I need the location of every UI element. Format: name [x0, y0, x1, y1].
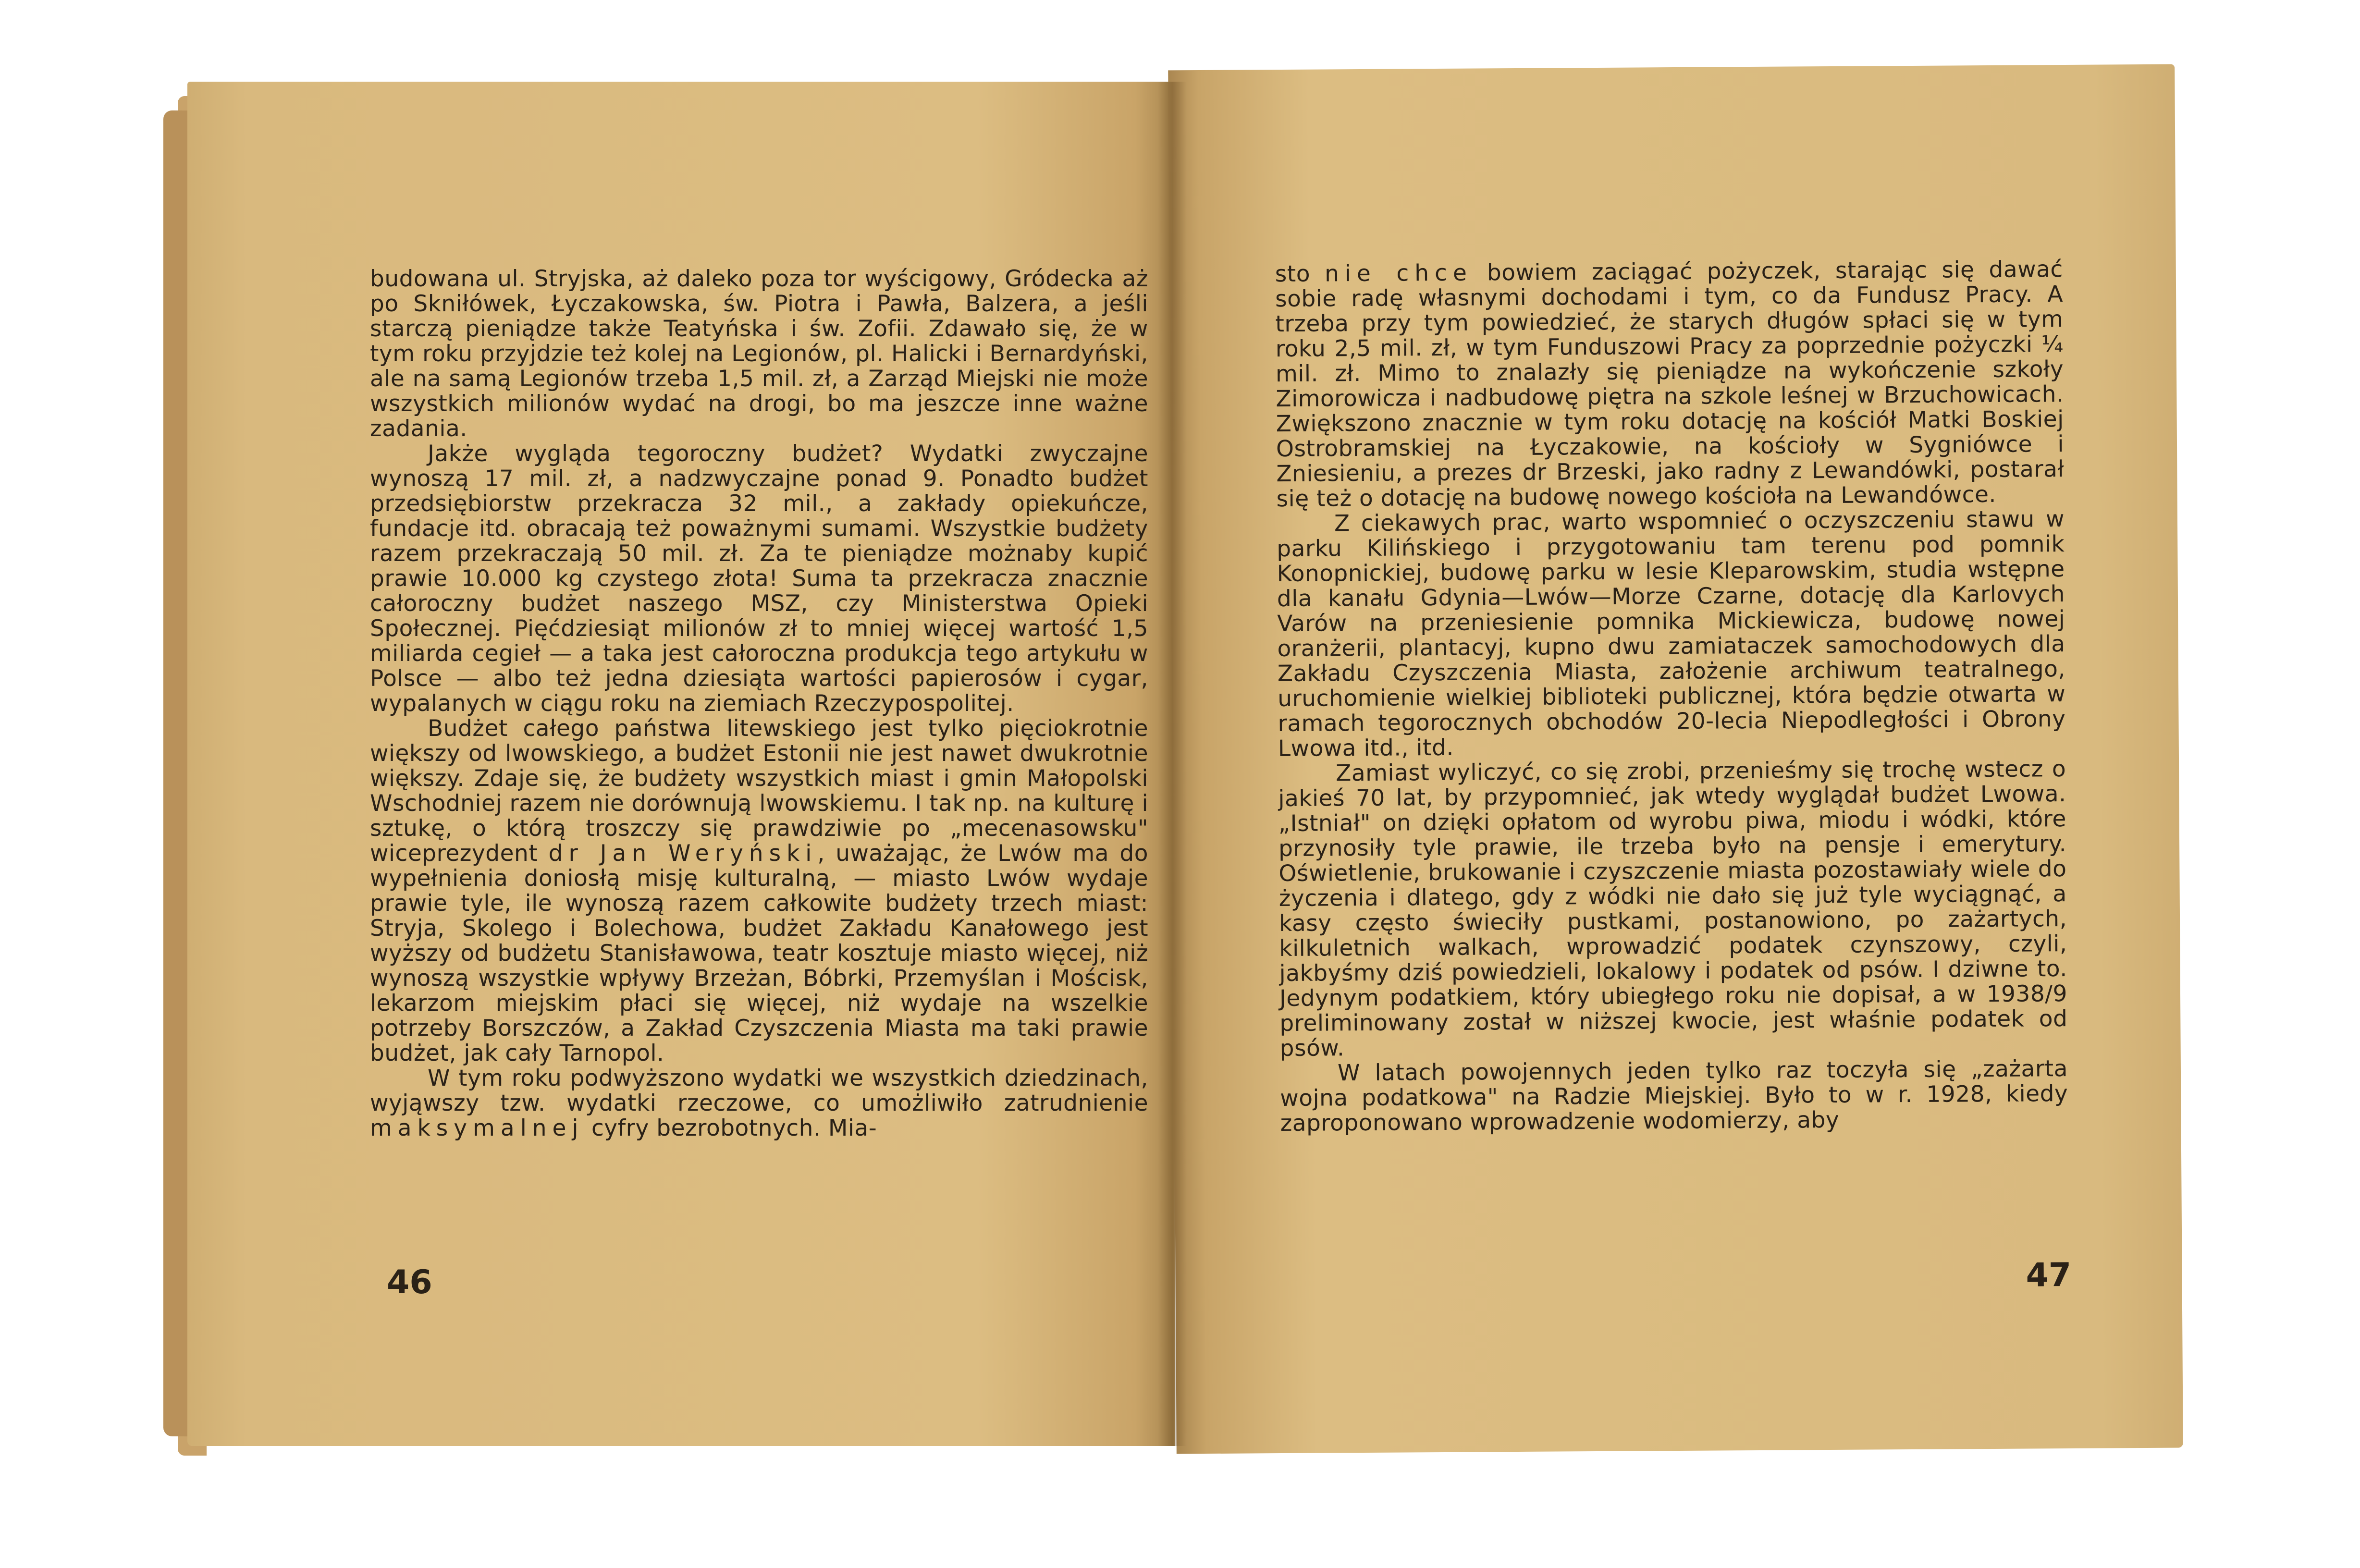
paragraph: budowana ul. Stryjska, aż daleko poza tor wyścigowy, Gródecka aż po Skniłówek, Łyczakowska, św. Piotra i Pawła, Balzera, a jeśli starczą pieniądze także Teatyńska i św. Zofii. Zdawało się, że w tym roku przyjdzie też kolej na Legionów, pl. Halicki i Bernardyński, ale na samą Legionów trzeba 1,5 mil. zł, a Zarząd Miejski nie może wszystkich milionów wydać na drogi, bo ma jeszcze inne ważne zadania. — [370, 266, 1148, 442]
page-number: 47 — [2026, 1256, 2072, 1295]
paragraph: W latach powojennych jeden tylko raz toczyła się „zażarta wojna podatkowa" na Radzie Miejskiej. Było to w r. 1928, kiedy zaproponowano wprowadzenie wodomierzy, aby — [1280, 1055, 2068, 1137]
book-gutter — [1158, 82, 1187, 1446]
text-run: W tym roku podwyższono wydatki we wszystkich dziedzinach, wyjąwszy tzw. wydatki rzeczowe, co umożliwiło zatrudnienie — [370, 1065, 1148, 1116]
text-run: , uważając, że Lwów ma do wypełnienia doniosłą misję kulturalną, — miasto Lwów wydaje prawie tyle, ile wynoszą razem całkowite budżety trzech miast: Stryja, Skolego i Bolechowa, budżet Zakładu Kanałowego jest wyższy od budżetu Stanisławowa, teatr kosztuje miasto więcej, niż wynoszą wszystkie wpływy Brzeżan, Bóbrki, Przemyślan i Mościsk, lekarzom miejskim płaci się więcej, niż wydaje na wszelkie potrzeby Borszczów, a Zakład Czyszczenia Miasta ma taki prawie budżet, jak cały Tarnopol. — [370, 840, 1148, 1066]
text-run: bowiem zaciągać pożyczek, starając się dawać sobie radę własnymi dochodami i tym, co da Fundusz Pracy. A trzeba przy tym powiedzieć, że starych długów spłaci się w tym roku 2,5 mil. zł, w tym Funduszowi Pracy za poprzednie pożyczki ¼ mil. zł. Mimo to znalazły się pieniądze na wykończenie szkoły Zimorowicza i nadbudowę piętra na szkole leśnej w Brzuchowicach. Zwiększono znacznie w tym roku dotację na kościół Matki Boskiej Ostrobramskiej na Łyczakowie, na kościoły w Sygniówce i Zniesieniu, a prezes dr Brzeski, jako radny z Lewandówki, postarał się też o dotację na budowę nowego kościoła na Lewandówce. — [1275, 256, 2065, 513]
text-run: cyfry bezrobotnych. Mia- — [584, 1115, 877, 1141]
spaced-name: dr Jan Weryński — [548, 840, 818, 867]
paragraph — [1275, 257, 2065, 512]
paragraph: Z ciekawych prac, warto wspomnieć o oczyszczeniu stawu w parku Kilińskiego i przygotowaniu tam terenu pod pomnik Konopnickiej, budowę parku w lesie Kleparowskim, studia wstępne dla kanału Gdynia—Lwów—Morze Czarne, dotację dla Karlovych Varów na przeniesienie pomnika Mickiewicza, budowę nowej oranżerii, plantacyj, kupno dwu zamiataczek samochodowych dla Zakładu Czyszczenia Miasta, założenie archiwum teatralnego, uruchomienie wielkiej biblioteki publicznej, która będzie otwarta w ramach tegorocznych obchodów 20-lecia Niepodległości i Obrony Lwowa itd., itd. — [1277, 506, 2066, 762]
spaced-word: maksymalnej — [370, 1115, 584, 1141]
spaced-word: nie chce — [1324, 259, 1473, 287]
paragraph: Jakże wygląda tegoroczny budżet? Wydatki zwyczajne wynoszą 17 mil. zł, a nadzwyczajne ponad 9. Ponadto budżet przedsiębiorstw przekracza 32 mil., a zakłady opiekuńcze, fundacje itd. obracają też poważnymi sumami. Wszystkie budżety razem przekraczają 50 mil. zł. Za te pieniądze możnaby kupić prawie 10.000 kg czystego złota! Suma ta przekracza znacznie całoroczny budżet naszego MSZ, czy Ministerstwa Opieki Społecznej. Pięćdziesiąt milionów zł to mniej więcej wartość 1,5 miliarda cegieł — a taka jest całoroczna produkcja tego artykułu w Polsce — albo też jedna dziesiąta wartości papierosów i cygar, wypalanych w ciągu roku na ziemiach Rzeczypospolitej. — [370, 441, 1148, 717]
text-run: sto — [1275, 260, 1325, 288]
paragraph — [370, 716, 1148, 1066]
paragraph — [370, 1066, 1148, 1141]
text-run: Budżet całego państwa litewskiego jest tylko pięciokrotnie większy od lwowskiego, a budżet Estonii nie jest nawet dwukrotnie większy. Zdaje się, że budżety wszystkich miast i gmin Małopolski Wschodniej razem nie dorównują lwowskiemu. I tak np. na kulturę i sztukę, o którą troszczy się prawdziwie po „mecenasowsku" wiceprezydent — [370, 715, 1148, 867]
left-page — [187, 82, 1175, 1446]
right-page-text — [1275, 257, 2068, 1136]
left-page-text — [370, 267, 1148, 1141]
right-page — [1168, 64, 2183, 1454]
page-number: 46 — [387, 1263, 432, 1301]
paragraph: Zamiast wyliczyć, co się zrobi, przenieśmy się trochę wstecz o jakieś 70 lat, by przypomnieć, jak wtedy wyglądał budżet Lwowa. „Istniał" on dzięki opłatom od wyrobu piwa, miodu i wódki, które przynosiły tyle prawie, ile trzeba było na pensje i emerytury. Oświetlenie, brukowanie i czyszczenie miasta pozostawiały wiele do życzenia i dlatego, gdy z wódki nie dało się już tyle wyciągnąć, a kasy często świeciły pustkami, postanowiono, po zażartych, kilkuletnich walkach, wprowadzić podatek czynszowy, czyli, jakbyśmy dziś powiedzieli, lokalowy i podatek od psów. I dziwne to. Jedynym podatkiem, który ubiegłego roku nie dopisał, a w 1938/9 preliminowany został w niższej kwocie, jest właśnie podatek od psów. — [1278, 756, 2068, 1062]
